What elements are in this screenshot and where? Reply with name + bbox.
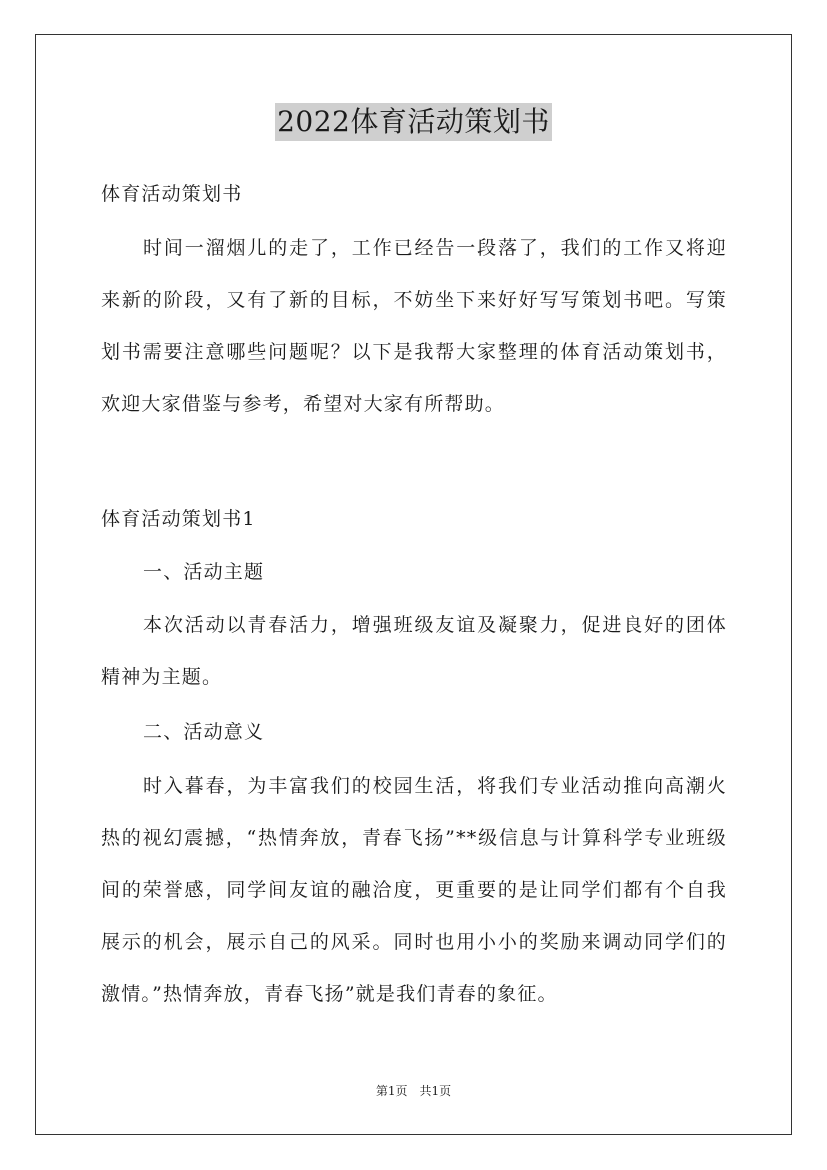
item-1-heading: 一、活动主题 [143, 561, 265, 583]
document-subtitle: 体育活动策划书 [101, 183, 243, 205]
document-title: 2022体育活动策划书 [275, 103, 552, 141]
item-1-paragraph: 本次活动以青春活力，增强班级友谊及凝聚力，促进良好的团体精神为主题。 [101, 614, 727, 688]
section-heading: 体育活动策划书1 [101, 508, 256, 530]
page-footer: 第1页 共1页 [375, 1084, 452, 1098]
item-2-paragraph: 时入暮春，为丰富我们的校园生活，将我们专业活动推向高潮火热的视幻震撼，“热情奔放，青春飞扬”**级信息与计算科学专业班级间的荣誉感，同学间友谊的融洽度，更重要的是让同学们都有个自我展示的机会，展示自己的风采。同时也用小小的奖励来调动同学们的激情。”热情奔放，青春飞扬”就是我们青春的象征。 [101, 775, 727, 1005]
intro-paragraph: 时间一溜烟儿的走了，工作已经告一段落了，我们的工作又将迎来新的阶段，又有了新的目标，不妨坐下来好好写写策划书吧。写策划书需要注意哪些问题呢？以下是我帮大家整理的体育活动策划书，欢迎大家借鉴与参考，希望对大家有所帮助。 [101, 237, 727, 415]
item-2-heading: 二、活动意义 [143, 721, 265, 743]
title-wrap [0, 103, 827, 141]
